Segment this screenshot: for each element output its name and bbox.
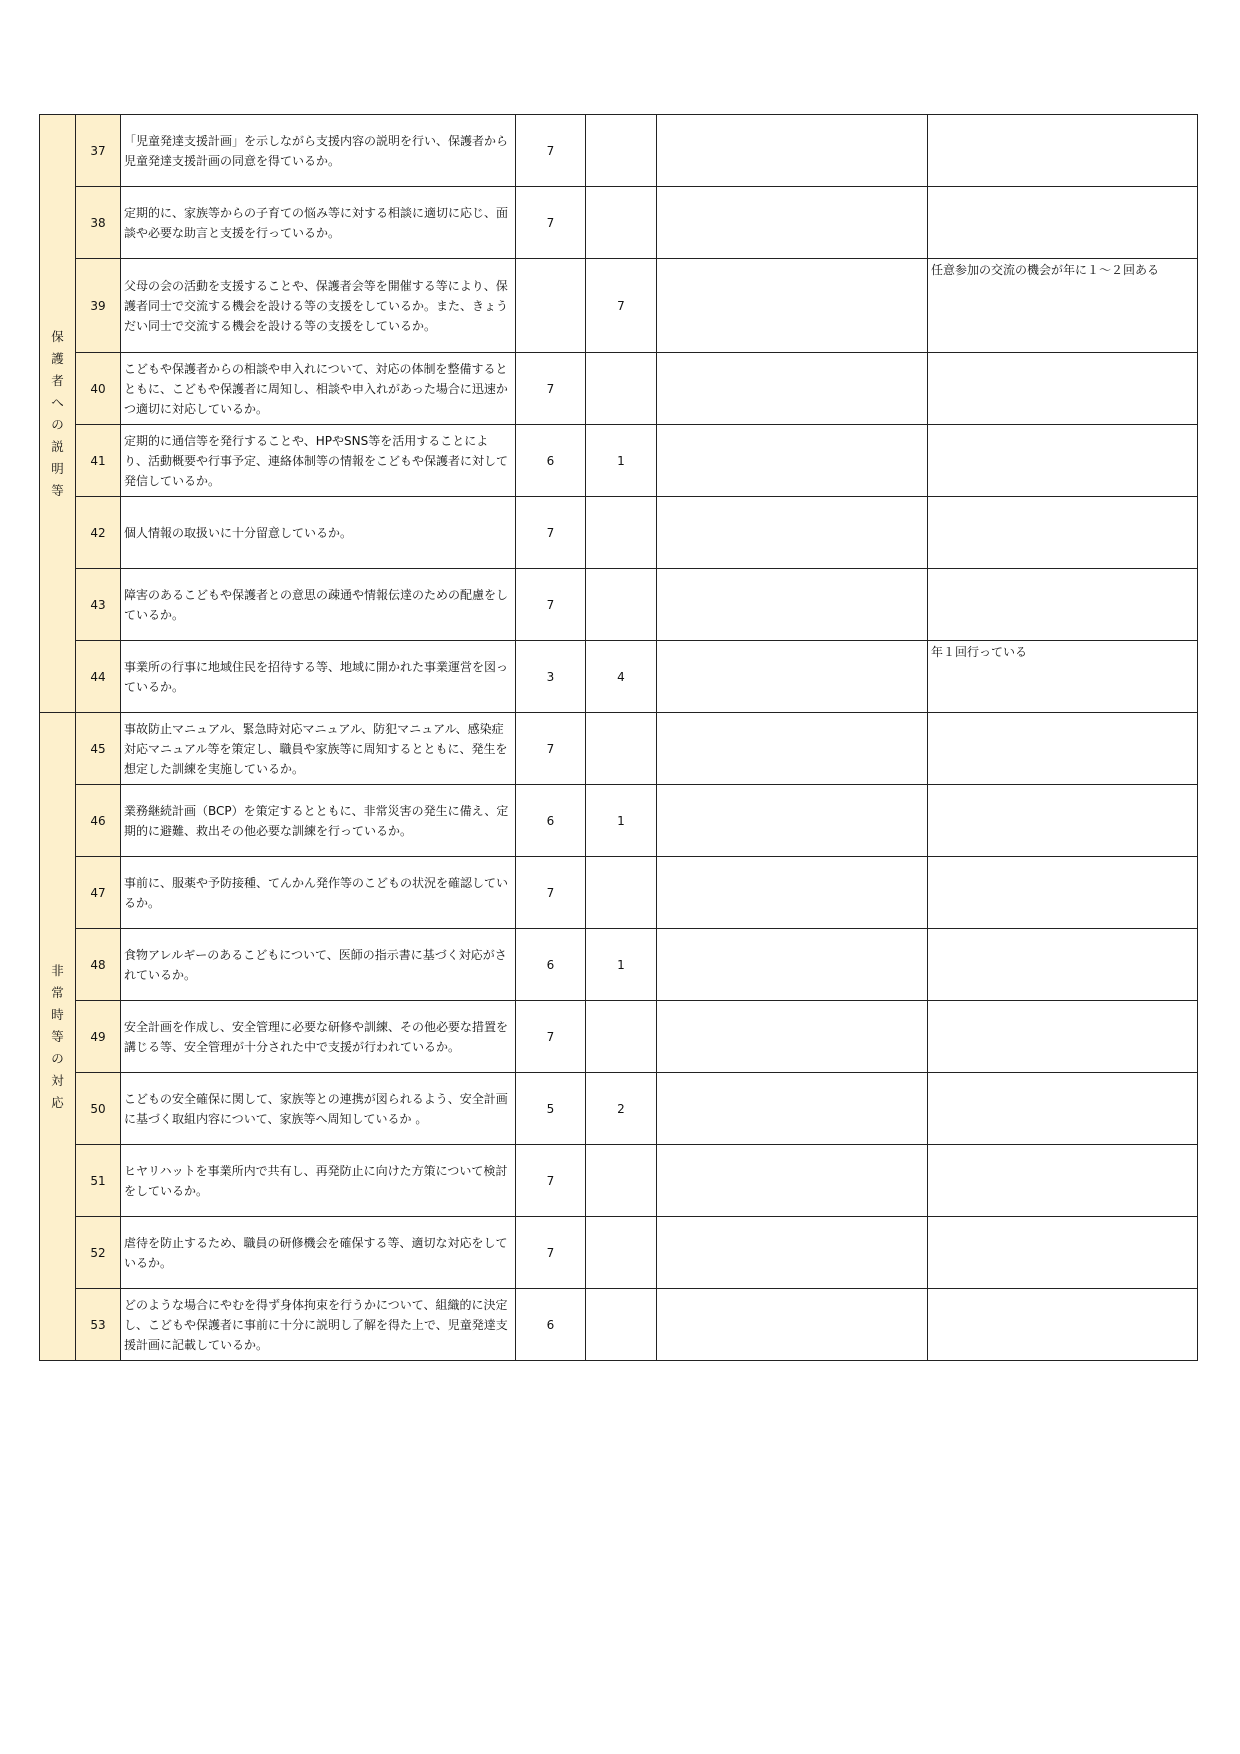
evaluation-table	[39, 114, 1198, 1361]
improvement-cell	[657, 1001, 928, 1073]
item-number: 41	[76, 425, 121, 497]
no-count	[586, 569, 657, 641]
table-row	[40, 1073, 1198, 1145]
item-number: 39	[76, 259, 121, 353]
no-count	[586, 187, 657, 259]
improvement-cell	[657, 259, 928, 353]
table-row	[40, 1289, 1198, 1361]
item-number: 52	[76, 1217, 121, 1289]
no-count: 1	[586, 425, 657, 497]
yes-count: 5	[516, 1073, 586, 1145]
comment-cell	[928, 497, 1198, 569]
question-text: 事故防止マニュアル、緊急時対応マニュアル、防犯マニュアル、感染症対応マニュアル等を策定し、職員や家族等に周知するとともに、発生を想定した訓練を実施しているか。	[121, 713, 516, 785]
table-row	[40, 569, 1198, 641]
comment-cell	[928, 785, 1198, 857]
comment-cell	[928, 1073, 1198, 1145]
yes-count: 7	[516, 1217, 586, 1289]
improvement-cell	[657, 425, 928, 497]
comment-cell	[928, 713, 1198, 785]
category-cell	[40, 713, 76, 1361]
no-count	[586, 1145, 657, 1217]
improvement-cell	[657, 497, 928, 569]
comment-cell	[928, 929, 1198, 1001]
improvement-cell	[657, 713, 928, 785]
yes-count: 7	[516, 115, 586, 187]
question-text: 事業所の行事に地域住民を招待する等、地域に開かれた事業運営を図っているか。	[121, 641, 516, 713]
improvement-cell	[657, 1073, 928, 1145]
question-text: 障害のあるこどもや保護者との意思の疎通や情報伝達のための配慮をしているか。	[121, 569, 516, 641]
comment-cell	[928, 353, 1198, 425]
improvement-cell	[657, 929, 928, 1001]
item-number: 51	[76, 1145, 121, 1217]
table-row	[40, 259, 1198, 353]
question-text: ヒヤリハットを事業所内で共有し、再発防止に向けた方策について検討をしているか。	[121, 1145, 516, 1217]
improvement-cell	[657, 641, 928, 713]
item-number: 48	[76, 929, 121, 1001]
no-count: 4	[586, 641, 657, 713]
yes-count: 6	[516, 785, 586, 857]
table-row	[40, 353, 1198, 425]
comment-cell	[928, 857, 1198, 929]
question-text: 虐待を防止するため、職員の研修機会を確保する等、適切な対応をしているか。	[121, 1217, 516, 1289]
improvement-cell	[657, 569, 928, 641]
yes-count: 7	[516, 857, 586, 929]
category-label: 保護者への説明等	[51, 328, 64, 498]
question-text: 定期的に、家族等からの子育ての悩み等に対する相談に適切に応じ、面談や必要な助言と支援を行っているか。	[121, 187, 516, 259]
yes-count: 7	[516, 1145, 586, 1217]
no-count	[586, 1001, 657, 1073]
table-row	[40, 1001, 1198, 1073]
table-row	[40, 785, 1198, 857]
table-row	[40, 115, 1198, 187]
question-text: こどもの安全確保に関して、家族等との連携が図られるよう、安全計画に基づく取組内容について、家族等へ周知しているか 。	[121, 1073, 516, 1145]
no-count	[586, 353, 657, 425]
question-text: こどもや保護者からの相談や申入れについて、対応の体制を整備するとともに、こどもや保護者に周知し、相談や申入れがあった場合に迅速かつ適切に対応しているか。	[121, 353, 516, 425]
improvement-cell	[657, 785, 928, 857]
yes-count: 7	[516, 353, 586, 425]
comment-cell	[928, 1289, 1198, 1361]
improvement-cell	[657, 187, 928, 259]
comment-cell	[928, 1001, 1198, 1073]
no-count: 7	[586, 259, 657, 353]
yes-count: 7	[516, 569, 586, 641]
yes-count: 7	[516, 187, 586, 259]
item-number: 50	[76, 1073, 121, 1145]
yes-count: 7	[516, 497, 586, 569]
question-text: どのような場合にやむを得ず身体拘束を行うかについて、組織的に決定し、こどもや保護者に事前に十分に説明し了解を得た上で、児童発達支援計画に記載しているか。	[121, 1289, 516, 1361]
item-number: 43	[76, 569, 121, 641]
comment-cell	[928, 187, 1198, 259]
yes-count	[516, 259, 586, 353]
comment-cell	[928, 569, 1198, 641]
table-row	[40, 1217, 1198, 1289]
table-row	[40, 713, 1198, 785]
question-text: 父母の会の活動を支援することや、保護者会等を開催する等により、保護者同士で交流する機会を設ける等の支援をしているか。また、きょうだい同士で交流する機会を設ける等の支援をしているか。	[121, 259, 516, 353]
category-cell	[40, 115, 76, 713]
category-label: 非常時等の対応	[51, 962, 64, 1110]
item-number: 37	[76, 115, 121, 187]
yes-count: 7	[516, 1001, 586, 1073]
no-count: 2	[586, 1073, 657, 1145]
table-row	[40, 857, 1198, 929]
improvement-cell	[657, 115, 928, 187]
question-text: 事前に、服薬や予防接種、てんかん発作等のこどもの状況を確認しているか。	[121, 857, 516, 929]
item-number: 49	[76, 1001, 121, 1073]
improvement-cell	[657, 1289, 928, 1361]
item-number: 38	[76, 187, 121, 259]
item-number: 46	[76, 785, 121, 857]
yes-count: 6	[516, 1289, 586, 1361]
table-row	[40, 425, 1198, 497]
question-text: 個人情報の取扱いに十分留意しているか。	[121, 497, 516, 569]
yes-count: 7	[516, 713, 586, 785]
table-row	[40, 497, 1198, 569]
item-number: 45	[76, 713, 121, 785]
table-row	[40, 187, 1198, 259]
improvement-cell	[657, 1217, 928, 1289]
item-number: 53	[76, 1289, 121, 1361]
no-count	[586, 497, 657, 569]
no-count	[586, 1217, 657, 1289]
comment-cell	[928, 115, 1198, 187]
comment-cell	[928, 425, 1198, 497]
question-text: 安全計画を作成し、安全管理に必要な研修や訓練、その他必要な措置を講じる等、安全管理が十分された中で支援が行われているか。	[121, 1001, 516, 1073]
question-text: 業務継続計画（BCP）を策定するとともに、非常災害の発生に備え、定期的に避難、救出その他必要な訓練を行っているか。	[121, 785, 516, 857]
improvement-cell	[657, 1145, 928, 1217]
comment-cell: 任意参加の交流の機会が年に１～２回ある	[928, 259, 1198, 353]
no-count	[586, 1289, 657, 1361]
item-number: 40	[76, 353, 121, 425]
yes-count: 3	[516, 641, 586, 713]
no-count	[586, 857, 657, 929]
comment-cell: 年１回行っている	[928, 641, 1198, 713]
table-row	[40, 1145, 1198, 1217]
comment-cell	[928, 1217, 1198, 1289]
no-count	[586, 713, 657, 785]
no-count: 1	[586, 785, 657, 857]
question-text: 定期的に通信等を発行することや、HPやSNS等を活用することにより、活動概要や行事予定、連絡体制等の情報をこどもや保護者に対して発信しているか。	[121, 425, 516, 497]
table-row	[40, 641, 1198, 713]
improvement-cell	[657, 353, 928, 425]
comment-cell	[928, 1145, 1198, 1217]
item-number: 44	[76, 641, 121, 713]
yes-count: 6	[516, 425, 586, 497]
table-row	[40, 929, 1198, 1001]
no-count	[586, 115, 657, 187]
question-text: 「児童発達支援計画」を示しながら支援内容の説明を行い、保護者から児童発達支援計画の同意を得ているか。	[121, 115, 516, 187]
improvement-cell	[657, 857, 928, 929]
question-text: 食物アレルギーのあるこどもについて、医師の指示書に基づく対応がされているか。	[121, 929, 516, 1001]
item-number: 42	[76, 497, 121, 569]
item-number: 47	[76, 857, 121, 929]
no-count: 1	[586, 929, 657, 1001]
yes-count: 6	[516, 929, 586, 1001]
